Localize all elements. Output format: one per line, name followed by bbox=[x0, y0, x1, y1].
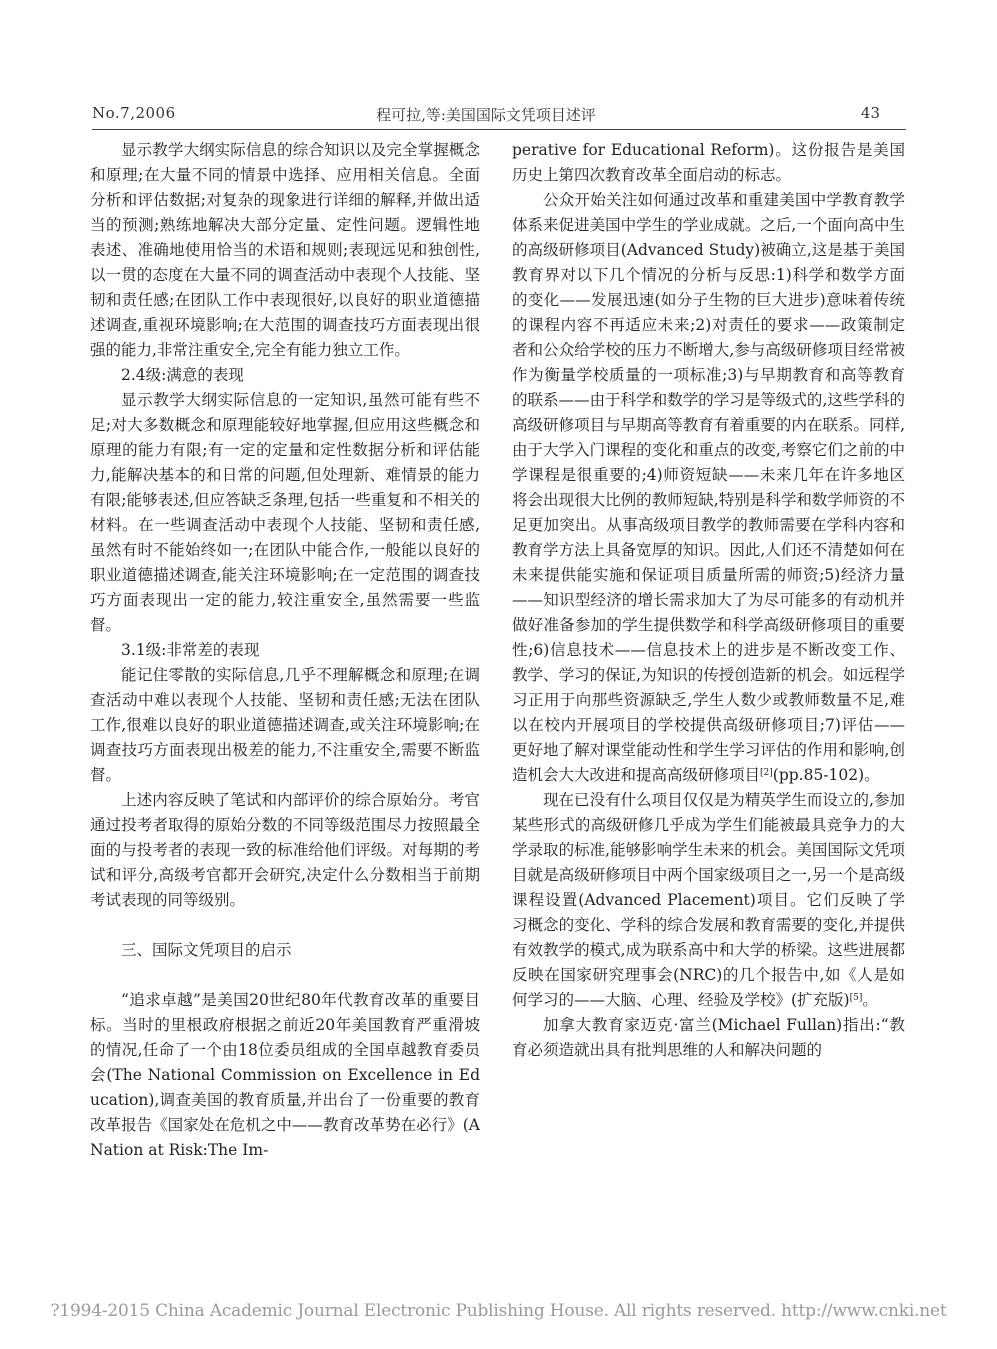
running-header bbox=[92, 104, 880, 128]
right-column bbox=[512, 138, 905, 1063]
paragraph: “追求卓越”是美国20世纪80年代教育改革的重要目标。当时的里根政府根据之前近20年美国教育严重滑坡的情况,任命了一个由18位委员组成的全国卓越教育委员会(The National Commission on Excellence in Education),调查美国的教育质量,并出台了一份重要的教育改革报告《国家处在危机之中——教育改革势在必行》(A Nation at Risk:The Im- bbox=[90, 991, 480, 1159]
paragraph: 能记住零散的实际信息,几乎不理解概念和原理;在调查活动中难以表现个人技能、坚韧和责任感;无法在团队工作,很难以良好的职业道德描述调查,或关注环境影响;在调查技巧方面表现出极差的能力,不注重安全,需要不断监督。 bbox=[90, 666, 480, 784]
subsection-heading: 2.4级:满意的表现 bbox=[121, 366, 244, 384]
running-title: 程可拉,等:美国国际文凭项目述评 bbox=[376, 106, 596, 124]
paragraph: perative for Educational Reform)。这份报告是美国历史上第四次教育改革全面启动的标志。 bbox=[512, 141, 905, 184]
paragraph-text: (pp.85-102)。 bbox=[772, 766, 880, 784]
paragraph-text: 现在已没有什么项目仅仅是为精英学生而设立的,参加某些形式的高级研修几乎成为学生们能被最具竞争力的大学录取的标准,能够影响学生未来的机会。美国国际文凭项目就是高级研修项目中两个国家级项目之一,另一个是高级课程设置(Advanced Placement)项目。它们反映了学习概念的变化、学科的综合发展和教育需要的变化,并提供有效教学的模式,成为联系高中和大学的桥梁。这些进展都反映在国家研究理事会(NRC)的几个报告中,如《人是如何学习的——大脑、心理、经验及学校》(扩充版) bbox=[512, 791, 905, 1009]
paragraph: 显示教学大纲实际信息的一定知识,虽然可能有些不足;对大多数概念和原理能较好地掌握,但应用这些概念和原理的能力有限;有一定的定量和定性数据分析和评估能力,能解决基本的和日常的问题,但处理新、难情景的能力有限;能够表述,但应答缺乏条理,包括一些重复和不相关的材料。在一些调查活动中表现个人技能、坚韧和责任感,虽然有时不能始终如一;在团队中能合作,一般能以良好的职业道德描述调查,能关注环境影响;在一定范围的调查技巧方面表现出一定的能力,较注重安全,虽然需要一些监督。 bbox=[90, 391, 480, 634]
page-number: 43 bbox=[860, 104, 880, 122]
paragraph: 显示教学大纲实际信息的综合知识以及完全掌握概念和原理;在大量不同的情景中选择、应用相关信息。全面分析和评估数据;对复杂的现象进行详细的解释,并做出适当的预测;熟练地解决大部分定量、定性问题。逻辑性地表述、准确地使用恰当的术语和规则;表现远见和独创性,以一贯的态度在大量不同的调查活动中表现个人技能、坚韧和责任感;在团队工作中表现很好,以良好的职业道德描述调查,重视环境影响;在大范围的调查技巧方面表现出很强的能力,非常注重安全,完全有能力独立工作。 bbox=[90, 141, 480, 359]
copyright-footer: ?1994-2015 China Academic Journal Electronic Publishing House. All rights reserved. http://www.cnki.net bbox=[50, 1301, 947, 1321]
paragraph: 加拿大教育家迈克·富兰(Michael Fullan)指出:“教育必须造就出具有批判思维的人和解决问题的 bbox=[512, 1016, 905, 1059]
paragraph-text: 公众开始关注如何通过改革和重建美国中学教育教学体系来促进美国中学生的学业成就。之后,一个面向高中生的高级研修项目(Advanced Study)被确立,这是基于美国教育界对以下几个情况的分析与反思:1)科学和数学方面的变化——发展迅速(如分子生物的巨大进步)意味着传统的课程内容不再适应未来;2)对责任的要求——政策制定者和公众给学校的压力不断增大,参与高级研修项目经常被作为衡量学校质量的一项标准;3)与早期教育和高等教育的联系——由于科学和数学的学习是等级式的,这些学科的高级研修项目与早期高等教育有着重要的内在联系。同样,由于大学入门课程的变化和重点的改变,考察它们之前的中学课程是很重要的;4)师资短缺——未来几年在许多地区将会出现很大比例的教师短缺,特别是科学和数学师资的不足更加突出。从事高级项目教学的教师需要在学科内容和教育学方法上具备宽厚的知识。因此,人们还不清楚如何在未来提供能实施和保证项目质量所需的师资;5)经济力量——知识型经济的增长需求加大了为尽可能多的有动机并做好准备参加的学生提供数学和科学高级研修项目的重要性;6)信息技术——信息技术上的进步是不断改变工作、教学、学习的保证,为知识的传授创造新的机会。如远程学习正用于向那些资源缺乏,学生人数少或教师数量不足,难以在校内开展项目的学校提供高级研修项目;7)评估——更好地了解对课堂能动性和学生学习评估的作用和影响,创造机会大大改进和提高高级研修项目 bbox=[512, 191, 905, 784]
citation-ref: [2] bbox=[760, 768, 773, 778]
citation-ref: [5] bbox=[849, 993, 863, 1003]
paragraph bbox=[512, 788, 905, 1013]
section-heading: 三、国际文凭项目的启示 bbox=[121, 941, 292, 959]
subsection-heading: 3.1级:非常差的表现 bbox=[121, 641, 260, 659]
paragraph bbox=[512, 188, 905, 788]
paragraph-text: 。 bbox=[862, 991, 878, 1009]
issue-number: No.7,2006 bbox=[92, 104, 176, 122]
left-column bbox=[90, 138, 480, 1163]
header-rule bbox=[92, 129, 906, 130]
paragraph: 上述内容反映了笔试和内部评价的综合原始分。考官通过投考者取得的原始分数的不同等级范围尽力按照最全面的与投考者的表现一致的标准给他们评级。对每期的考试和评分,高级考官都开会研究,决定什么分数相当于前期考试表现的同等级别。 bbox=[90, 791, 480, 909]
